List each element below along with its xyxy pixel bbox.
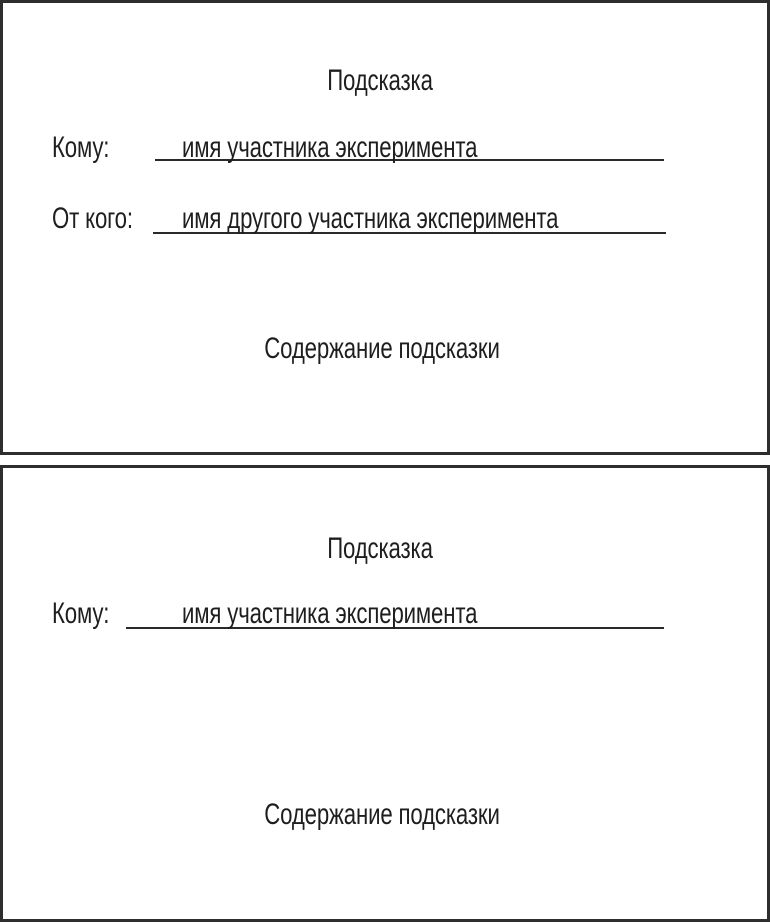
to-label: Кому: xyxy=(52,597,110,630)
from-label: От кого: xyxy=(52,202,133,235)
to-value: имя участника эксперимента xyxy=(182,131,478,164)
hint-content: Содержание подсказки xyxy=(264,332,500,365)
hint-card-title: Подсказка xyxy=(327,64,433,97)
to-value: имя участника эксперимента xyxy=(182,597,478,630)
hint-card-title: Подсказка xyxy=(327,532,433,565)
hint-content: Содержание подсказки xyxy=(264,798,500,831)
to-label: Кому: xyxy=(52,131,110,164)
from-value: имя другого участника эксперимента xyxy=(182,202,559,235)
